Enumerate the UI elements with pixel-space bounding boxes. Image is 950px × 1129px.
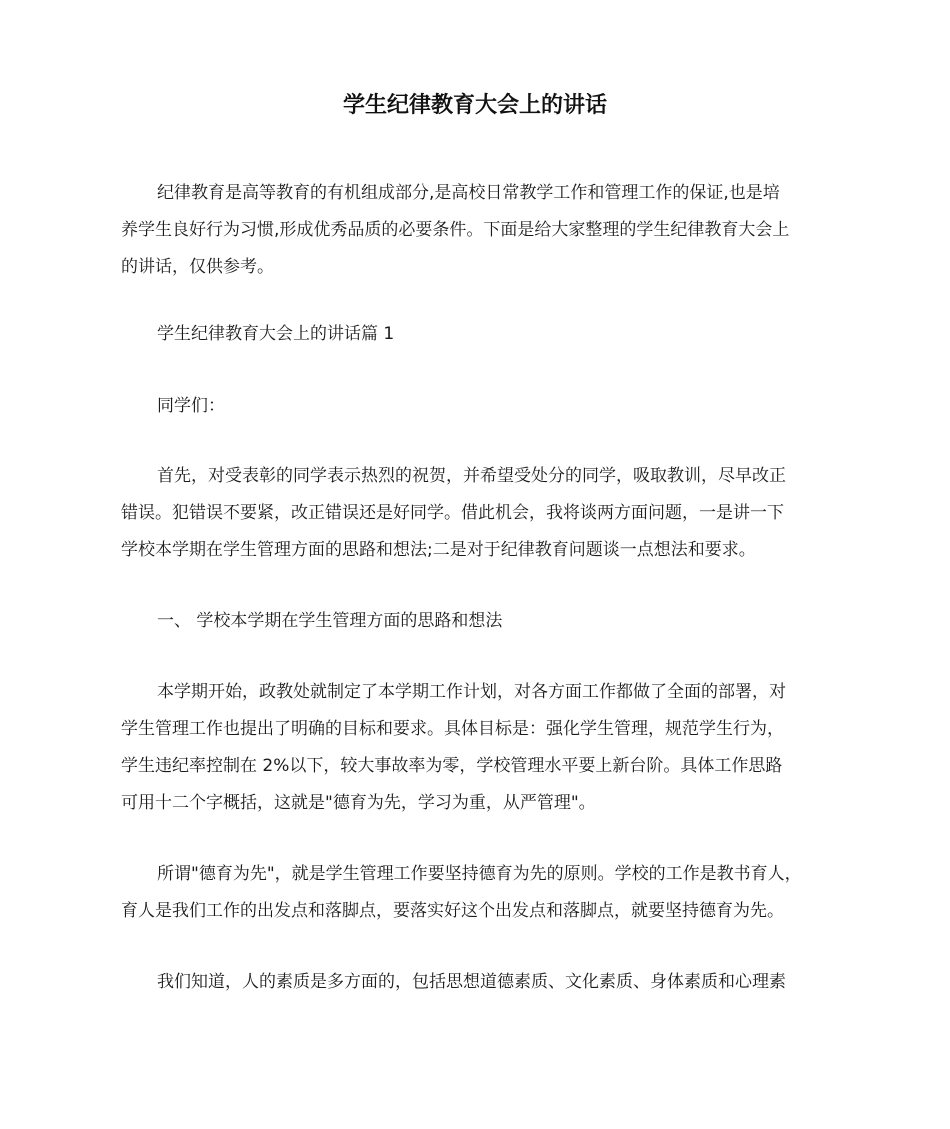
- salutation: [121, 388, 833, 425]
- section-title-text: 学生纪律教育大会上的讲话篇 1: [157, 324, 395, 344]
- paragraph-line: 所谓"德育为先"，就是学生管理工作要坚持德育为先的原则。学校的工作是教书育人，: [157, 864, 802, 884]
- paragraph-line: 育人是我们工作的出发点和落脚点，要落实好这个出发点和落脚点，就要坚持德育为先。: [121, 901, 784, 921]
- paragraph-line: 学生管理工作也提出了明确的目标和要求。具体目标是：强化学生管理，规范学生行为，: [121, 719, 784, 739]
- paragraph-2: [121, 674, 833, 822]
- heading-1-text: 一、 学校本学期在学生管理方面的思路和想法: [157, 611, 503, 631]
- intro-line: 的讲话，仅供参考。: [121, 257, 274, 277]
- intro-paragraph: [121, 175, 833, 286]
- salutation-text: 同学们：: [157, 396, 225, 416]
- document-title: 学生纪律教育大会上的讲话: [342, 93, 607, 118]
- paragraph-line: 可用十二个字概括，这就是"德育为先，学习为重，从严管理"。: [121, 793, 596, 813]
- paragraph-line: 我们知道，人的素质是多方面的，包括思想道德素质、文化素质、身体素质和心理素: [157, 972, 786, 992]
- paragraph-1: [121, 458, 833, 569]
- paragraph-line: 学校本学期在学生管理方面的思路和想法;二是对于纪律教育问题谈一点想法和要求。: [121, 540, 756, 560]
- intro-line: 养学生良好行为习惯,形成优秀品质的必要条件。下面是给大家整理的学生纪律教育大会上: [121, 220, 790, 240]
- intro-line: 纪律教育是高等教育的有机组成部分,是高校日常教学工作和管理工作的保证,也是培: [157, 183, 780, 203]
- heading-1: [121, 603, 833, 640]
- section-title: [121, 316, 833, 353]
- paragraph-line: 首先，对受表彰的同学表示热烈的祝贺，并希望受处分的同学，吸取教训，尽早改正: [157, 466, 786, 486]
- paragraph-4: [121, 964, 833, 1001]
- paragraph-line: 学生违纪率控制在 2%以下，较大事故率为零，学校管理水平要上新台阶。具体工作思路: [121, 756, 783, 776]
- paragraph-line: 本学期开始，政教处就制定了本学期工作计划，对各方面工作都做了全面的部署，对: [157, 682, 786, 702]
- paragraph-3: [121, 856, 833, 930]
- paragraph-line: 错误。犯错误不要紧，改正错误还是好同学。借此机会，我将谈两方面问题，一是讲一下: [121, 503, 784, 523]
